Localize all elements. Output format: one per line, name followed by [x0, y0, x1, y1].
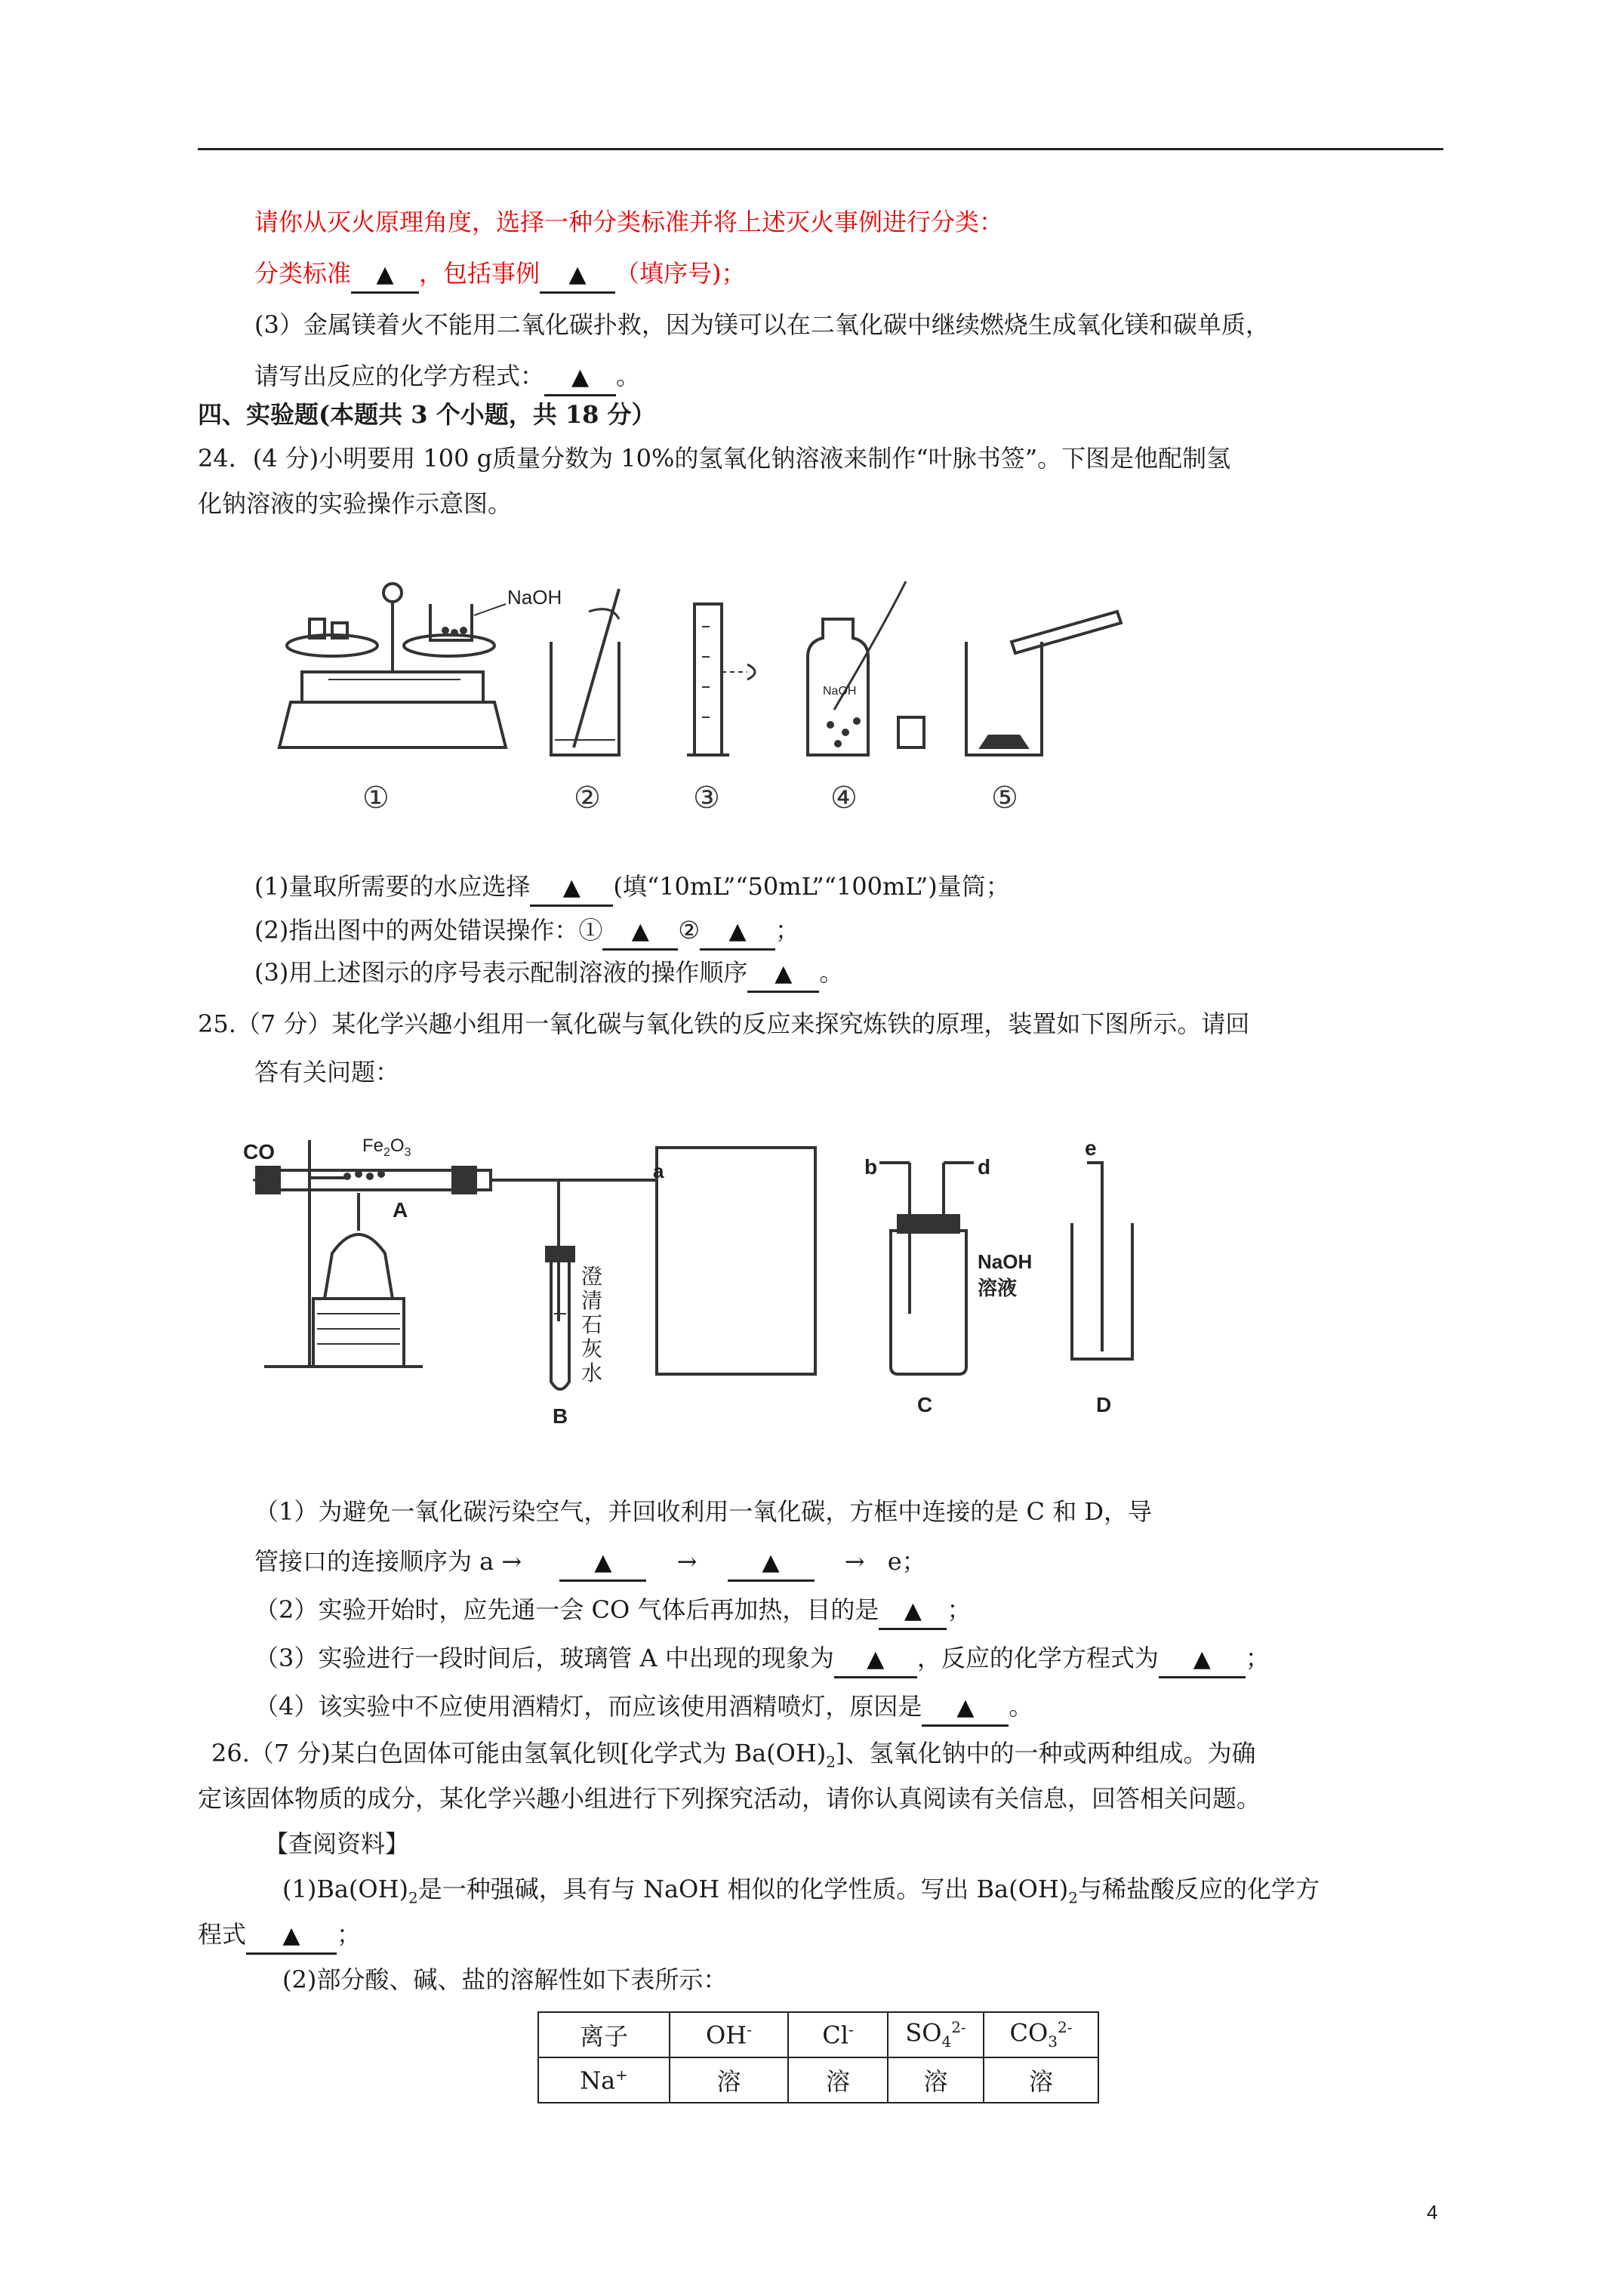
- header-co3: $CO_3^{2-}$: [984, 2012, 1098, 2057]
- q25-sub1-line1: （1）为避免一氧化碳污染空气，并回收利用一氧化碳，方框中连接的是 C 和 D，导: [254, 1497, 1153, 1526]
- q26-ref2: (2)部分酸、碱、盐的溶解性如下表所示：: [282, 1965, 728, 1994]
- answer-blank: ▲: [559, 1545, 646, 1582]
- row-ion-na: Na+: [538, 2057, 670, 2103]
- limewater-char-2: 清: [581, 1289, 603, 1312]
- limewater-char-4: 灰: [581, 1337, 603, 1361]
- table-row: [538, 2057, 1098, 2103]
- section-title: 四、实验题(本题共 3 个小题，共 18 分）: [198, 400, 656, 429]
- port-e: e: [1085, 1136, 1097, 1160]
- q25-sub1-line2: 管接口的连接顺序为 a → ▲ → ▲ → e；: [254, 1545, 926, 1582]
- answer-blank: ▲: [700, 914, 775, 951]
- solubility-table: [537, 2011, 1099, 2103]
- answer-blank: ▲: [922, 1690, 1009, 1727]
- graduated-cylinder-illustration: [687, 604, 755, 755]
- answer-blank: ▲: [530, 870, 613, 907]
- step-label-4: ④: [830, 781, 858, 815]
- step-label-5: ⑤: [991, 781, 1018, 815]
- solution-label: 溶液: [978, 1277, 1018, 1299]
- table-cell: 溶: [670, 2057, 788, 2103]
- answer-blank: ▲: [544, 359, 616, 396]
- port-d: d: [978, 1155, 991, 1179]
- q25-sub2: （2）实验开始时，应先通一会 CO 气体后再加热，目的是 ▲ ；: [254, 1593, 971, 1630]
- q24-line2: 化钠溶液的实验操作示意图。: [198, 489, 513, 518]
- answer-blank: ▲: [747, 956, 819, 993]
- q23-instruction: 请你从灭火原理角度，选择一种分类标准并将上述灭火事例进行分类：: [254, 208, 1004, 236]
- co-label: CO: [243, 1140, 275, 1163]
- fe2o3-label: $Fe_2O_3$: [362, 1136, 411, 1159]
- answer-blank: ▲: [728, 1545, 815, 1582]
- q25-sub3: （3）实验进行一段时间后，玻璃管 A 中出现的现象为 ▲ ，反应的化学方程式为 ▲ ；: [254, 1641, 1270, 1678]
- q24-line1: 24．(4 分)小明要用 100 g质量分数为 10%的氢氧化钠溶液来制作“叶脉书签”。下图是他配制氢: [198, 444, 1231, 473]
- answer-blank: ▲: [1159, 1641, 1246, 1678]
- q25-figure: [234, 1133, 1200, 1435]
- header-oh: OH-: [670, 2012, 788, 2057]
- answer-blank: ▲: [879, 1593, 947, 1630]
- step-label-2: ②: [574, 781, 601, 815]
- q23-classify-line: 分类标准 ▲ ，包括事例 ▲ （填序号)；: [254, 257, 746, 294]
- q26-ref-title: 【查阅资料】: [264, 1829, 410, 1858]
- port-a: a: [653, 1160, 664, 1182]
- q25-line2: 答有关问题：: [254, 1058, 400, 1086]
- header-so4: $SO_4^{2-}$: [888, 2012, 984, 2057]
- q26-ref1-line2: 程式 ▲ ；: [198, 1918, 361, 1955]
- step-label-3: ③: [693, 781, 720, 815]
- header-cl: Cl-: [788, 2012, 888, 2057]
- label-b: B: [553, 1404, 568, 1428]
- limewater-char-3: 石: [581, 1313, 603, 1336]
- q24-sub3: (3)用上述图示的序号表示配制溶液的操作顺序 ▲ 。: [254, 956, 843, 993]
- answer-blank: ▲: [540, 257, 615, 294]
- label-a: A: [393, 1198, 408, 1222]
- q26-line2: 定该固体物质的成分，某化学兴趣小组进行下列探究活动，请你认真阅读有关信息，回答相关问题。: [198, 1784, 1261, 1813]
- port-b: b: [864, 1155, 878, 1179]
- limewater-char-1: 澄: [581, 1265, 603, 1288]
- q26-ref1-line1: $(1)Ba(OH)_2$是一种强碱，具有与 NaOH 相似的化学性质。写出 $Ba(OH)_2$与稀盐酸反应的化学方: [282, 1875, 1320, 1907]
- label-d: D: [1096, 1393, 1112, 1416]
- q24-figure: [257, 559, 1238, 831]
- step-label-1: ①: [362, 781, 390, 815]
- limewater-char-5: 水: [581, 1361, 603, 1385]
- q25-sub4: （4）该实验中不应使用酒精灯，而应该使用酒精喷灯，原因是 ▲ 。: [254, 1690, 1033, 1727]
- answer-blank: ▲: [246, 1918, 337, 1955]
- naoh-label: NaOH: [507, 586, 562, 609]
- q24-sub1: (1)量取所需要的水应选择 ▲ (填“10mL”“50mL”“100mL”)量筒；: [254, 870, 1010, 907]
- table-cell: 溶: [788, 2057, 888, 2103]
- pouring-beaker-illustration: [966, 612, 1121, 755]
- q24-sub2: (2)指出图中的两处错误操作：① ▲ ② ▲ ；: [254, 914, 799, 951]
- label-c: C: [917, 1393, 933, 1416]
- bottle-label: NaOH: [823, 685, 857, 698]
- q23-sub3-line2: 请写出反应的化学方程式： ▲ 。: [254, 359, 640, 396]
- q26-line1: 26.（7 分)某白色固体可能由氢氧化钡[化学式为 $Ba(OH)_2$]、氢氧化钠中的一种或两种组成。为确: [211, 1739, 1256, 1771]
- header-rule: [198, 148, 1443, 150]
- naoh-solution-label: NaOH: [978, 1250, 1033, 1273]
- reagent-bottle-illustration: [808, 581, 924, 755]
- q23-sub3-line1: (3）金属镁着火不能用二氧化碳扑救，因为镁可以在二氧化碳中继续燃烧生成氧化镁和碳单质，: [254, 310, 1270, 339]
- header-ion: 离子: [538, 2012, 670, 2057]
- answer-blank: ▲: [602, 914, 678, 951]
- table-cell: 溶: [984, 2057, 1098, 2103]
- table-header-row: [538, 2012, 1098, 2057]
- table-cell: 溶: [888, 2057, 984, 2103]
- q25-line1: 25.（7 分）某化学兴趣小组用一氧化碳与氧化铁的反应来探究炼铁的原理，装置如下图所示。请回: [198, 1009, 1250, 1038]
- answer-blank: ▲: [834, 1641, 917, 1678]
- page-number: 4: [1427, 2201, 1438, 2224]
- stirring-beaker-illustration: [551, 589, 619, 755]
- answer-blank: ▲: [351, 257, 419, 294]
- balance-illustration: [279, 584, 506, 747]
